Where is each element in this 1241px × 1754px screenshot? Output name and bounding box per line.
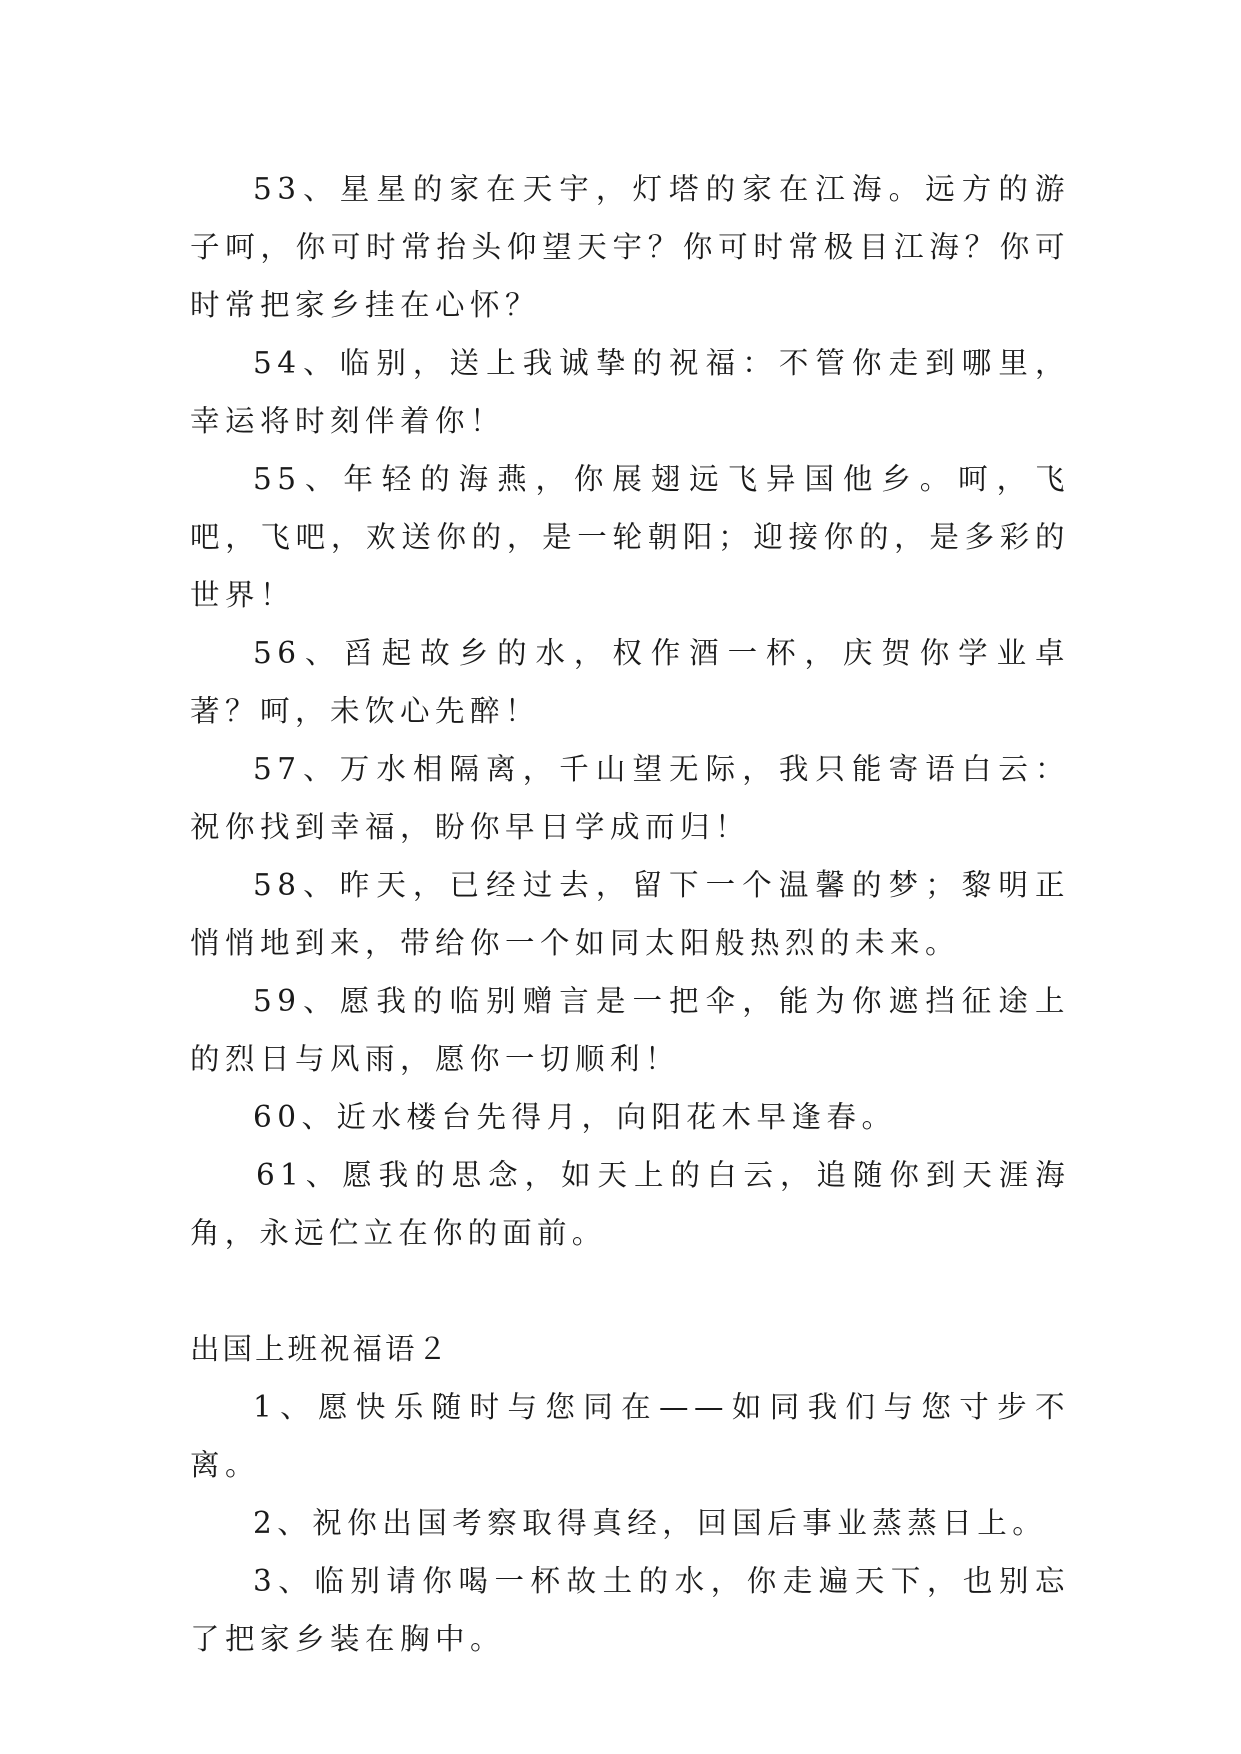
paragraph-60: 60、近水楼台先得月，向阳花木早逢春。	[253, 1100, 897, 1134]
paragraph-53: 53、星星的家在天宇，灯塔的家在江海。远方的游子呵，你可时常抬头仰望天宇？你可时常极目江海？你可时常把家乡挂在心怀？	[190, 172, 1070, 322]
section-heading: 出国上班祝福语２	[190, 1332, 451, 1366]
paragraph-2: 2、祝你出国考察取得真经，回国后事业蒸蒸日上。	[253, 1506, 1048, 1540]
paragraph-54: 54、临别，送上我诚挚的祝福：不管你走到哪里，幸运将时刻伴着你！	[190, 346, 1070, 438]
paragraph-56: 56、舀起故乡的水，权作酒一杯，庆贺你学业卓著？呵，未饮心先醉！	[190, 636, 1070, 728]
paragraph-58: 58、昨天，已经过去，留下一个温馨的梦；黎明正悄悄地到来，带给你一个如同太阳般热烈的未来。	[190, 868, 1070, 960]
paragraph-57: 57、万水相隔离，千山望无际，我只能寄语白云：祝你找到幸福，盼你早日学成而归！	[190, 752, 1070, 844]
paragraph-59: 59、愿我的临别赠言是一把伞，能为你遮挡征途上的烈日与风雨，愿你一切顺利！	[190, 984, 1070, 1076]
paragraph-61: 61、愿我的思念，如天上的白云，追随你到天涯海角，永远伫立在你的面前。	[190, 1158, 1070, 1250]
paragraph-1: 1、愿快乐随时与您同在——如同我们与您寸步不离。	[190, 1390, 1070, 1482]
document-body	[190, 160, 1070, 1668]
paragraph-55: 55、年轻的海燕，你展翅远飞异国他乡。呵，飞吧，飞吧，欢送你的，是一轮朝阳；迎接你的，是多彩的世界！	[190, 462, 1070, 612]
paragraph-3: 3、临别请你喝一杯故土的水，你走遍天下，也别忘了把家乡装在胸中。	[190, 1564, 1070, 1656]
